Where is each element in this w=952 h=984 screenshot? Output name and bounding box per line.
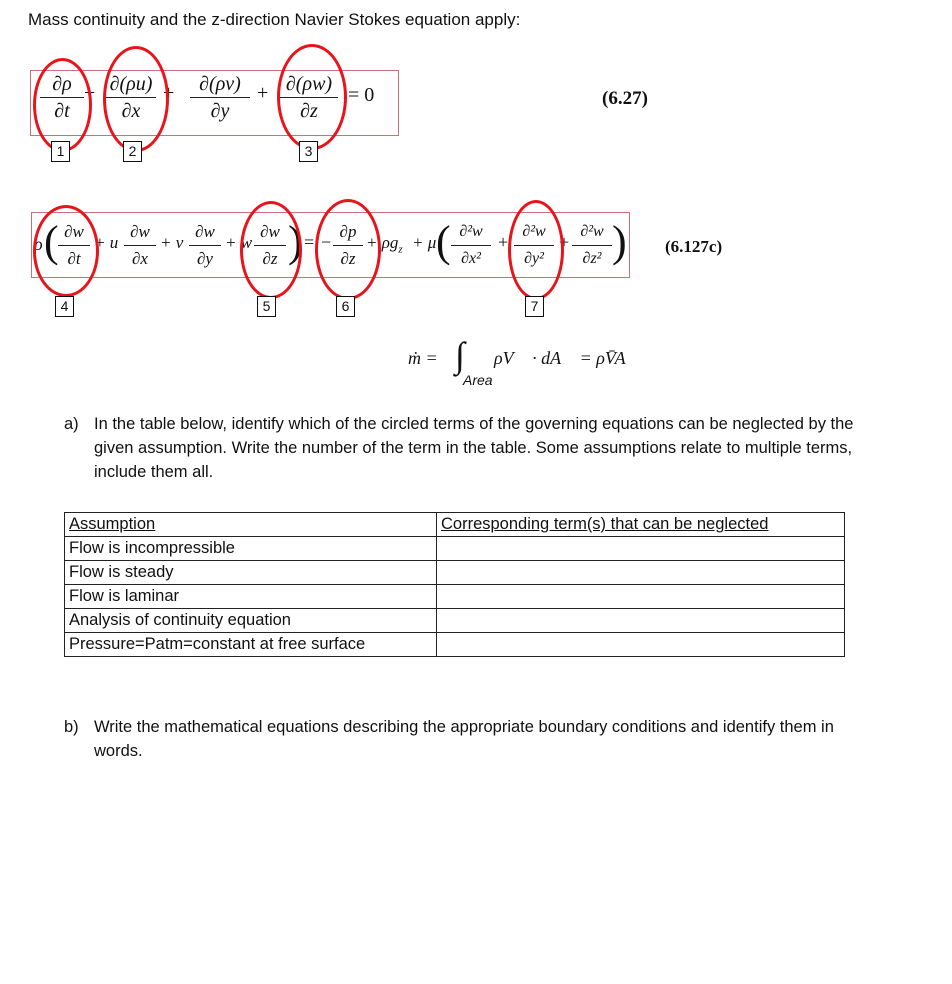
circle-term-3 xyxy=(277,44,347,150)
integral-sign: ∫ xyxy=(455,335,465,375)
term-dw-dy: ∂w ∂y xyxy=(189,220,221,271)
plus-v: + v xyxy=(160,233,184,252)
assumption-cell: Flow is laminar xyxy=(65,585,437,609)
rho-symbol: ρ xyxy=(34,234,43,254)
term-number-1: 1 xyxy=(51,141,70,162)
table-row xyxy=(65,561,845,585)
term-drho-dt: ∂ρ ∂t xyxy=(40,72,84,123)
term-number-4: 4 xyxy=(55,296,74,317)
term-dw-dt: ∂w ∂t xyxy=(58,220,90,271)
equation-number-6-27: (6.27) xyxy=(602,88,648,109)
term-number-5: 5 xyxy=(257,296,276,317)
part-a-label: a) xyxy=(64,415,79,433)
table-row xyxy=(65,537,845,561)
part-a-text: In the table below, identify which of the circled terms of the governing equations can be neglected by the given assumption. Write the number of the term in the table. Some assumptions relate to multiple terms, include them all. xyxy=(94,415,854,481)
table-row xyxy=(65,585,845,609)
plus-w: + w xyxy=(225,233,253,252)
table-header-assumption: Assumption xyxy=(65,513,437,537)
intro-heading: Mass continuity and the z-direction Navier Stokes equation apply: xyxy=(28,10,521,29)
equals-zero: = 0 xyxy=(348,84,375,106)
answer-cell[interactable] xyxy=(437,537,845,561)
circle-term-4 xyxy=(33,205,99,297)
left-paren: ( xyxy=(436,217,451,266)
term-d2w-dy2: ∂²w ∂y² xyxy=(514,220,554,271)
answer-cell[interactable] xyxy=(437,609,845,633)
term-drhow-dz: ∂(ρw) ∂z xyxy=(280,72,338,123)
part-b-text: Write the mathematical equations describing the appropriate boundary conditions and identify them in words. xyxy=(94,718,834,760)
term-dw-dx: ∂w ∂x xyxy=(124,220,156,271)
table-row xyxy=(65,633,845,657)
mass-flow-lhs: ṁ = xyxy=(408,348,438,368)
plus-sign: + xyxy=(559,232,570,252)
answer-cell[interactable] xyxy=(437,633,845,657)
assumption-cell: Analysis of continuity equation xyxy=(65,609,437,633)
answer-cell[interactable] xyxy=(437,561,845,585)
mass-flow-rhs: ρV⃗ · dA⃗ = ρV̄A xyxy=(494,348,626,368)
minus-sign: − xyxy=(321,232,332,252)
answer-cell[interactable] xyxy=(437,585,845,609)
part-b-label: b) xyxy=(64,718,79,736)
table-header-terms: Corresponding term(s) that can be neglected xyxy=(437,513,845,537)
term-d2w-dz2: ∂²w ∂z² xyxy=(572,220,612,271)
equals-sign: = xyxy=(304,232,315,252)
circle-term-1 xyxy=(33,58,92,152)
assumption-cell: Pressure=Patm=constant at free surface xyxy=(65,633,437,657)
assumption-cell: Flow is steady xyxy=(65,561,437,585)
body-force-term: + $\rho g_z$ xyxy=(366,233,403,256)
term-drhou-dx: ∂(ρu) ∂x xyxy=(106,72,156,123)
integral-subscript: Area xyxy=(463,372,493,388)
plus-sign: + xyxy=(498,232,509,252)
circle-term-7 xyxy=(508,200,564,300)
term-number-2: 2 xyxy=(123,141,142,162)
right-paren: ) xyxy=(612,217,627,266)
term-dp-dz: ∂p ∂z xyxy=(333,220,363,271)
term-d2w-dx2: ∂²w ∂x² xyxy=(451,220,491,271)
assumption-cell: Flow is incompressible xyxy=(65,537,437,561)
circle-term-6 xyxy=(315,199,381,300)
assumption-table xyxy=(64,512,845,657)
plus-mu: + μ xyxy=(412,233,437,252)
circle-term-5 xyxy=(240,201,302,299)
plus-u: + u xyxy=(94,233,119,252)
term-drhov-dy: ∂(ρv) ∂y xyxy=(190,72,250,123)
term-number-3: 3 xyxy=(299,141,318,162)
term-number-7: 7 xyxy=(525,296,544,317)
plus-sign: + xyxy=(163,82,175,104)
circle-term-2 xyxy=(103,46,169,152)
plus-sign: + xyxy=(257,82,269,104)
table-row xyxy=(65,609,845,633)
left-paren: ( xyxy=(44,217,59,266)
plus-sign: + xyxy=(84,82,96,104)
term-number-6: 6 xyxy=(336,296,355,317)
equation-number-6-127c: (6.127c) xyxy=(665,237,723,256)
term-dw-dz: ∂w ∂z xyxy=(254,220,286,271)
right-paren: ) xyxy=(288,217,303,266)
table-header-row xyxy=(65,513,845,537)
